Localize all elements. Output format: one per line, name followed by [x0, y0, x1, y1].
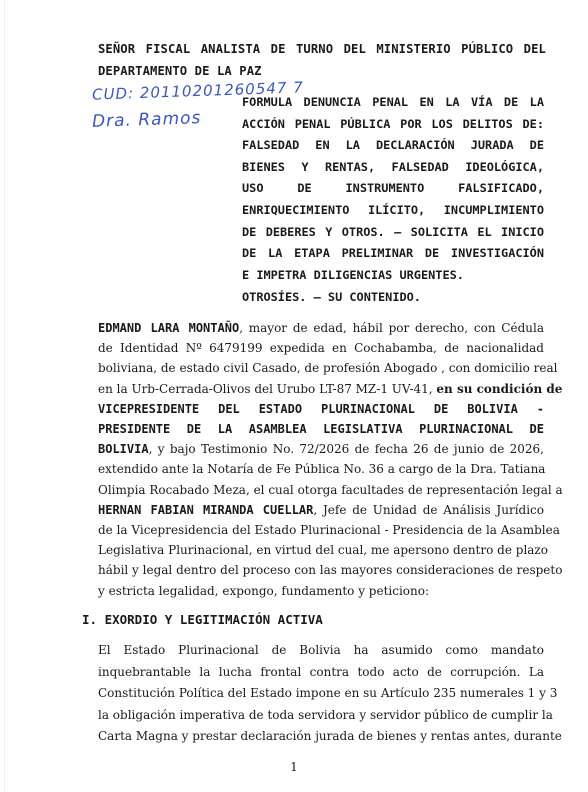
intro-line: extendido ante la Notaría de Fe Pública No. 36 a cargo de la Dra. Tatiana: [98, 462, 546, 477]
paragraph-line: El Estado Plurinacional de Bolivia ha asumido como mandato: [98, 643, 544, 657]
intro-line: VICEPRESIDENTE DEL ESTADO PLURINACIONAL DE BOLIVIA -: [98, 401, 544, 416]
intro-line: de la Vicepresidencia del Estado Plurinacional - Presidencia de la Asamblea: [98, 523, 560, 538]
scan-edge-line: [4, 0, 5, 792]
intro-line: en la Urb-Cerrada-Olivos del Urubo LT-87 MZ-1 UV-41, en su condición de: [98, 381, 563, 396]
summary-line: E IMPETRA DILIGENCIAS URGENTES.: [242, 267, 464, 282]
summary-line: FORMULA DENUNCIA PENAL EN LA VÍA DE LA: [242, 95, 544, 109]
summary-line: USO DE INSTRUMENTO FALSIFICADO,: [242, 181, 544, 196]
intro-line: boliviana, de estado civil Casado, de profesión Abogado , con domicilio real: [98, 361, 558, 376]
handwritten-cud-note: CUD: 20110201260547 7: [91, 78, 304, 104]
complainant-name: EDMAND LARA MONTAÑO: [98, 321, 240, 335]
summary-line: DE DEBERES Y OTROS. – SOLICITA EL INICIO: [242, 224, 544, 239]
intro-line: PRESIDENTE DE LA ASAMBLEA LEGISLATIVA PLURINACIONAL DE: [98, 422, 544, 437]
addressee-line-1: SEÑOR FISCAL ANALISTA DE TURNO DEL MINISTERIO PÚBLICO DEL: [98, 42, 546, 56]
intro-line: hábil y legal dentro del proceso con las mayores consideraciones de respeto: [98, 563, 563, 578]
intro-line: Olimpia Rocabado Meza, el cual otorga facultades de representación legal a: [98, 482, 563, 497]
paragraph-line: la obligación imperativa de toda servidora y servidor público de cumplir la: [98, 707, 553, 722]
intro-line: Legislativa Plurinacional, en virtud del cual, me apersono dentro de plazo: [98, 543, 548, 558]
summary-line: ACCIÓN PENAL PÚBLICA POR LOS DELITOS DE:: [242, 116, 544, 131]
intro-line: de Identidad Nº 6479199 expedida en Cochabamba, de nacionalidad: [98, 341, 544, 356]
summary-line: BIENES Y RENTAS, FALSEDAD IDEOLÓGICA,: [242, 159, 544, 174]
paragraph-line: inquebrantable la lucha frontal contra todo acto de corrupción. La: [98, 664, 544, 679]
summary-line: FALSEDAD EN LA DECLARACIÓN JURADA DE: [242, 138, 544, 153]
paragraph-line: Constitución Política del Estado impone en su Artículo 235 numerales 1 y 3: [98, 686, 558, 701]
intro-paragraph: [98, 318, 563, 601]
summary-block: [242, 92, 544, 286]
intro-line: y estricta legalidad, expongo, fundamento y peticiono:: [98, 583, 430, 598]
exordium-paragraph: [98, 640, 562, 748]
summary-line: ENRIQUECIMIENTO ILÍCITO, INCUMPLIMIENTO: [242, 202, 544, 217]
intro-line: HERNAN FABIAN MIRANDA CUELLAR, Jefe de Unidad de Análisis Jurídico: [98, 502, 544, 517]
intro-line: BOLIVIA, y bajo Testimonio No. 72/2026 de fecha 26 de junio de 2026,: [98, 442, 544, 457]
addressee-block: [98, 38, 546, 82]
summary-line: DE LA ETAPA PRELIMINAR DE INVESTIGACIÓN: [242, 246, 544, 261]
page-number: 1: [290, 760, 298, 774]
intro-line: EDMAND LARA MONTAÑO, mayor de edad, hábil por derecho, con Cédula: [98, 321, 544, 335]
otrosies-heading: OTROSÍES. – SU CONTENIDO.: [242, 290, 421, 304]
paragraph-line: Carta Magna y prestar declaración jurada de bienes y rentas antes, durante: [98, 729, 562, 744]
handwritten-assignee-note: Dra. Ramos: [91, 108, 202, 132]
addressee-line-2: DEPARTAMENTO DE LA PAZ: [98, 64, 262, 78]
section-title: I. EXORDIO Y LEGITIMACIÓN ACTIVA: [82, 612, 323, 627]
representative-name: HERNAN FABIAN MIRANDA CUELLAR: [98, 502, 314, 517]
